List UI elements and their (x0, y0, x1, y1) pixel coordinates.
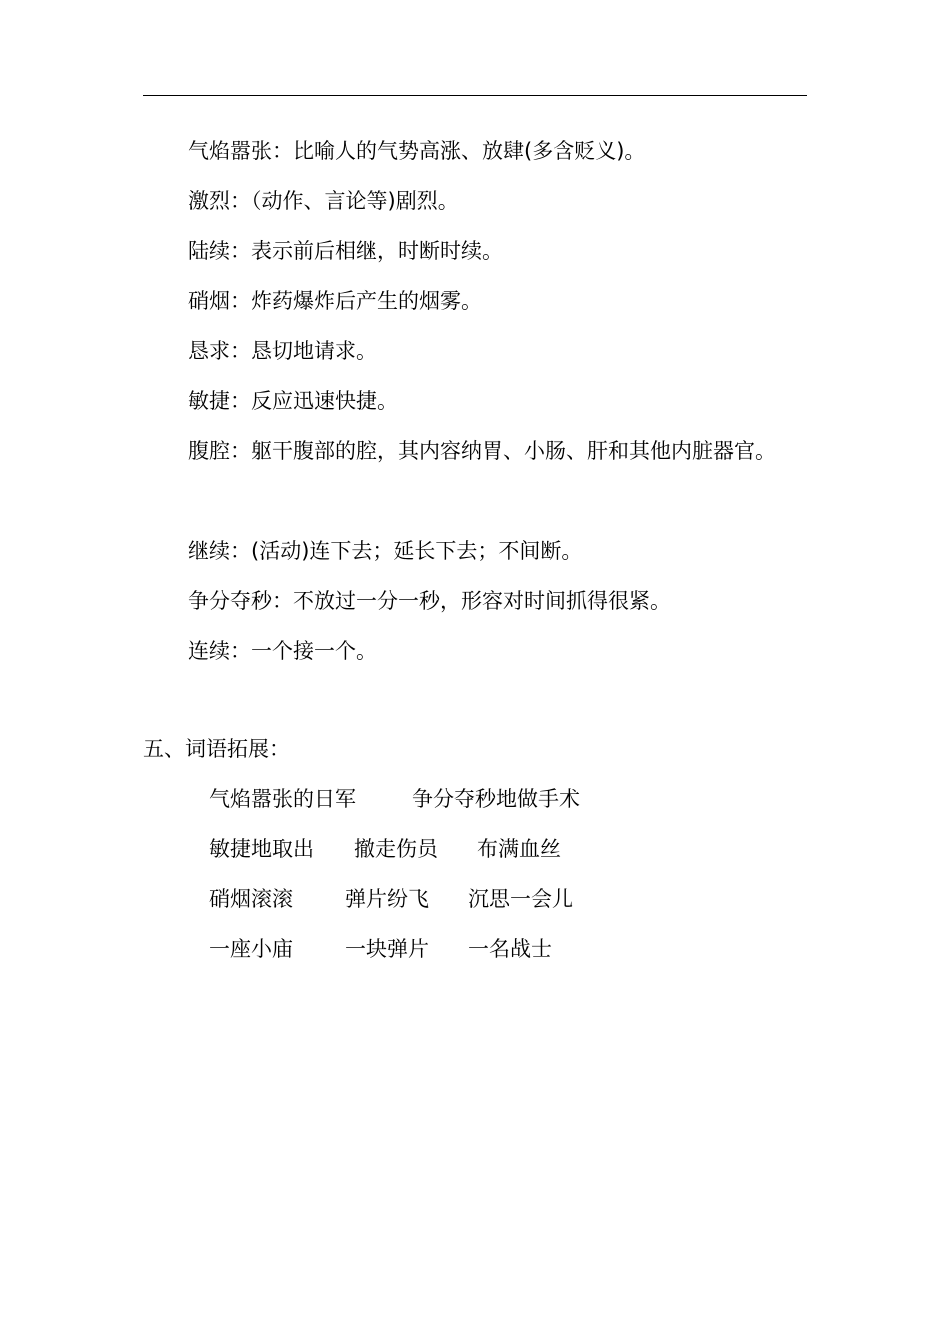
definition-line: 陆续：表示前后相继，时断时续。 (188, 239, 503, 263)
word-phrase: 气焰嚣张的日军 (209, 787, 356, 811)
definition-line: 连续：一个接一个。 (188, 639, 377, 663)
word-phrase: 布满血丝 (477, 837, 561, 861)
definition-line: 腹腔：躯干腹部的腔，其内容纳胃、小肠、肝和其他内脏器官。 (188, 439, 776, 463)
definition-line: 敏捷：反应迅速快捷。 (188, 389, 398, 413)
header-rule (143, 95, 807, 96)
word-phrase: 争分夺秒地做手术 (412, 787, 580, 811)
definition-line: 气焰嚣张：比喻人的气势高涨、放肆(多含贬义)。 (188, 139, 646, 163)
word-phrase: 沉思一会儿 (468, 887, 573, 911)
word-phrase: 敏捷地取出 (209, 837, 314, 861)
definition-line: 硝烟：炸药爆炸后产生的烟雾。 (188, 289, 482, 313)
paragraph-gap (188, 484, 928, 534)
word-phrase: 一名战士 (468, 937, 552, 961)
definition-line: 恳求：恳切地请求。 (188, 339, 377, 363)
definition-line: 激烈：（动作、言论等)剧烈。 (188, 189, 459, 213)
word-phrase: 硝烟滚滚 (209, 887, 293, 911)
word-phrase: 撤走伤员 (354, 837, 438, 861)
word-phrase: 一块弹片 (345, 937, 429, 961)
definition-list (188, 134, 928, 684)
word-phrase: 弹片纷飞 (345, 887, 429, 911)
word-phrase: 一座小庙 (209, 937, 293, 961)
definition-line: 继续：(活动)连下去；延长下去；不间断。 (188, 539, 583, 563)
definition-line: 争分夺秒：不放过一分一秒，形容对时间抓得很紧。 (188, 589, 671, 613)
section-title: 五、词语拓展： (143, 737, 290, 761)
